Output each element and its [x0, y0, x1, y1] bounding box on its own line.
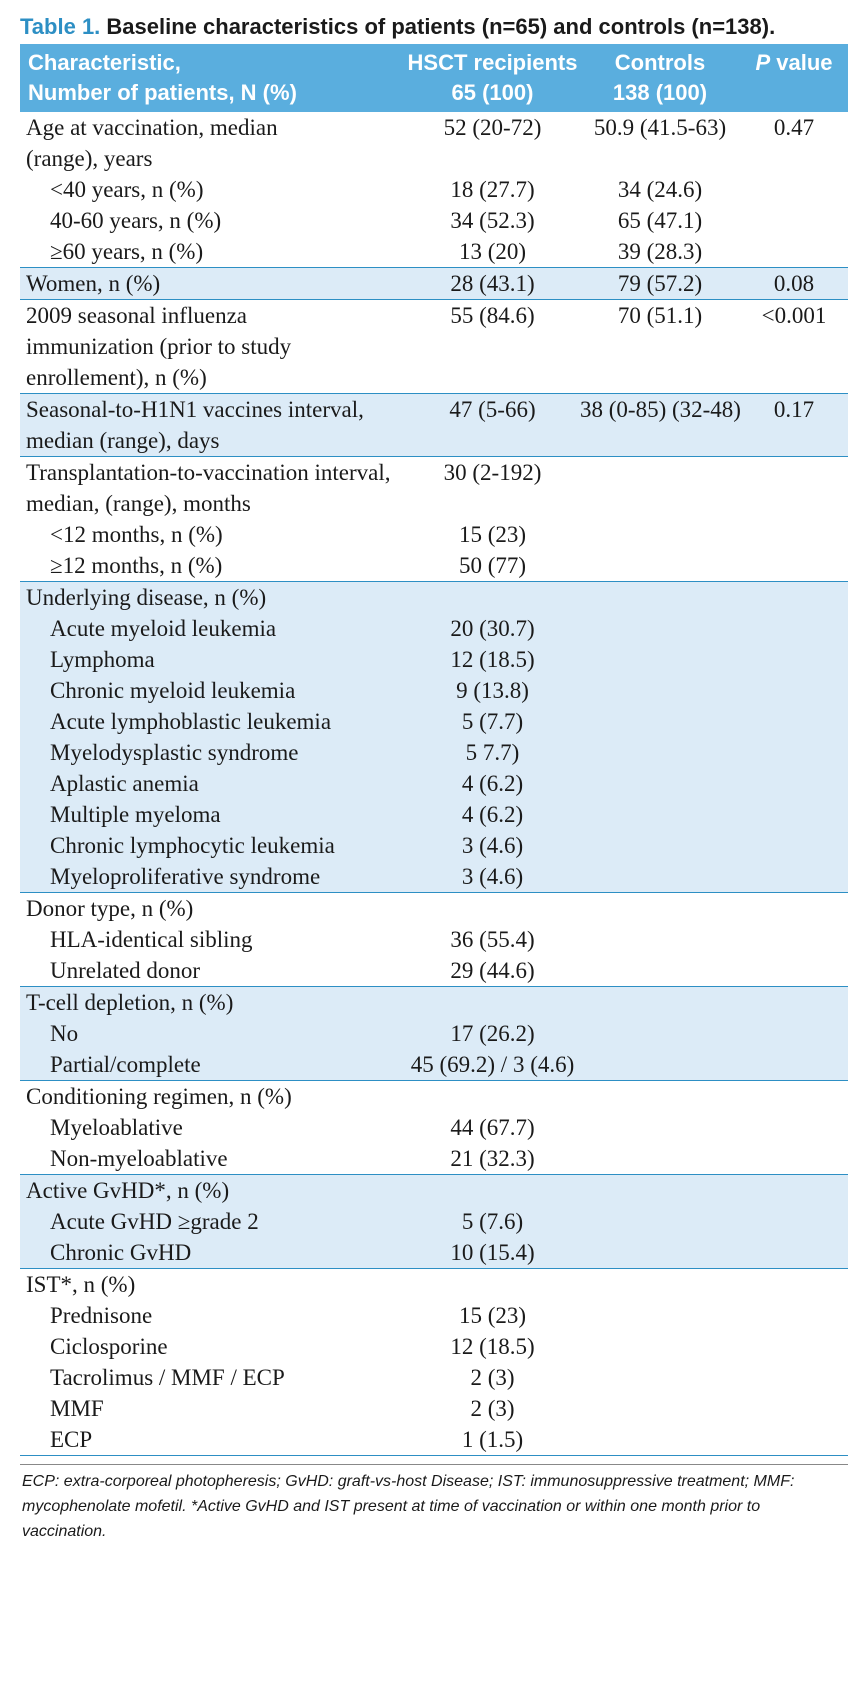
row-label: enrollement), n (%)	[26, 365, 207, 390]
cell-controls: 39 (28.3)	[617, 239, 703, 264]
cell-hsct: 15 (23)	[458, 522, 527, 547]
row-label: ECP	[50, 1427, 93, 1452]
header-p-rest: value	[770, 50, 833, 75]
cell-p-value: 0.17	[773, 397, 815, 422]
table-row	[20, 1300, 848, 1331]
cell-hsct: 3 (4.6)	[461, 833, 524, 858]
table-row	[20, 174, 848, 205]
row-label: Unrelated donor	[50, 958, 201, 983]
table-row-group	[20, 987, 848, 1081]
cell-hsct: 36 (55.4)	[450, 927, 535, 952]
table-row	[20, 768, 848, 799]
table-row	[20, 550, 848, 581]
cell-hsct: 12 (18.5)	[450, 647, 535, 672]
table-row	[20, 1018, 848, 1049]
table-row-group	[20, 1175, 848, 1269]
table-row-group	[20, 1269, 848, 1456]
cell-p-value: 0.08	[773, 271, 815, 296]
cell-p-value: 0.47	[773, 115, 815, 140]
row-label: Underlying disease, n (%)	[26, 585, 267, 610]
cell-hsct: 13 (20)	[458, 239, 527, 264]
table-row	[20, 457, 848, 488]
header-characteristic-line2: Number of patients, N (%)	[28, 80, 297, 105]
row-label: Chronic myeloid leukemia	[50, 678, 296, 703]
table-row	[20, 362, 848, 393]
cell-hsct: 34 (52.3)	[450, 208, 535, 233]
table-row	[20, 300, 848, 331]
table-row	[20, 613, 848, 644]
header-hsct	[405, 48, 580, 108]
cell-hsct: 2 (3)	[470, 1396, 515, 1421]
row-label: ≥12 months, n (%)	[50, 553, 223, 578]
cell-hsct: 50 (77)	[458, 553, 527, 578]
table-row	[20, 519, 848, 550]
row-label: Myeloproliferative syndrome	[50, 864, 321, 889]
row-label: Acute lymphoblastic leukemia	[50, 709, 332, 734]
cell-hsct: 3 (4.6)	[461, 864, 524, 889]
row-label: Lymphoma	[50, 647, 155, 672]
row-label: <40 years, n (%)	[50, 177, 204, 202]
table-row	[20, 112, 848, 143]
cell-hsct: 28 (43.1)	[450, 271, 535, 296]
table-row	[20, 1331, 848, 1362]
row-label: Prednisone	[50, 1303, 153, 1328]
row-label: <12 months, n (%)	[50, 522, 223, 547]
cell-hsct: 15 (23)	[458, 1303, 527, 1328]
table-row	[20, 425, 848, 456]
cell-p-value: <0.001	[761, 303, 827, 328]
table-row	[20, 737, 848, 768]
table-caption	[20, 10, 848, 44]
table-footnote: ECP: extra-corporeal photopheresis; GvHD: graft-vs-host Disease; IST: immunosuppressive treatment; MMF: mycophenolate mofetil. *Active GvHD and IST present at time of vaccination or within one month prior to vaccination.	[20, 1464, 848, 1544]
table-number: Table 1.	[20, 14, 101, 39]
row-label: Women, n (%)	[26, 271, 161, 296]
table-row-group	[20, 300, 848, 394]
cell-hsct: 1 (1.5)	[461, 1427, 524, 1452]
cell-hsct: 21 (32.3)	[450, 1146, 535, 1171]
row-label: 40-60 years, n (%)	[50, 208, 222, 233]
header-hsct-line1: HSCT recipients	[407, 50, 578, 75]
cell-hsct: 45 (69.2) / 3 (4.6)	[410, 1052, 575, 1077]
cell-hsct: 52 (20-72)	[443, 115, 542, 140]
cell-hsct: 29 (44.6)	[450, 958, 535, 983]
table-row	[20, 331, 848, 362]
row-label: (range), years	[26, 146, 153, 171]
row-label: Age at vaccination, median	[26, 115, 278, 140]
row-label: Seasonal-to-H1N1 vaccines interval,	[26, 397, 364, 422]
table-row	[20, 644, 848, 675]
cell-controls: 34 (24.6)	[617, 177, 703, 202]
table-row	[20, 1206, 848, 1237]
row-label: T-cell depletion, n (%)	[26, 990, 234, 1015]
table-row	[20, 236, 848, 267]
cell-hsct: 47 (5-66)	[449, 397, 536, 422]
table-row	[20, 861, 848, 892]
table-row	[20, 1175, 848, 1206]
row-label: Partial/complete	[50, 1052, 201, 1077]
cell-controls: 70 (51.1)	[617, 303, 703, 328]
table-row	[20, 799, 848, 830]
table-header	[20, 44, 848, 112]
table-row-group	[20, 394, 848, 457]
caption-text: Baseline characteristics of patients (n=65) and controls (n=138).	[100, 14, 776, 39]
cell-hsct: 18 (27.7)	[450, 177, 535, 202]
table-row-group	[20, 268, 848, 300]
row-label: median (range), days	[26, 428, 220, 453]
cell-hsct: 5 (7.6)	[461, 1209, 524, 1234]
header-controls	[580, 48, 740, 108]
table-row-group	[20, 582, 848, 893]
row-label: Aplastic anemia	[50, 771, 199, 796]
row-label: Myeloablative	[50, 1115, 183, 1140]
row-label: No	[50, 1021, 79, 1046]
table-row	[20, 488, 848, 519]
row-label: 2009 seasonal influenza	[26, 303, 247, 328]
cell-hsct: 4 (6.2)	[461, 771, 524, 796]
header-characteristic-line1: Characteristic,	[28, 50, 181, 75]
table-row	[20, 1143, 848, 1174]
cell-hsct: 2 (3)	[470, 1365, 515, 1390]
row-label: Chronic GvHD	[50, 1240, 192, 1265]
table-row	[20, 1362, 848, 1393]
row-label: Myelodysplastic syndrome	[50, 740, 299, 765]
row-label: Tacrolimus / MMF / ECP	[50, 1365, 285, 1390]
table-figure	[20, 10, 848, 1544]
table-row	[20, 1269, 848, 1300]
table-row	[20, 1049, 848, 1080]
row-label: Non-myeloablative	[50, 1146, 228, 1171]
row-label: MMF	[50, 1396, 104, 1421]
table-row	[20, 924, 848, 955]
row-label: IST*, n (%)	[26, 1272, 136, 1297]
table-row-group	[20, 893, 848, 987]
row-label: Chronic lymphocytic leukemia	[50, 833, 335, 858]
header-controls-line1: Controls	[614, 50, 706, 75]
row-label: ≥60 years, n (%)	[50, 239, 204, 264]
table-row	[20, 143, 848, 174]
cell-controls: 38 (0-85) (32-48)	[580, 397, 741, 422]
row-label: Conditioning regimen, n (%)	[26, 1084, 292, 1109]
cell-hsct: 5 (7.7)	[461, 709, 524, 734]
table-row	[20, 706, 848, 737]
table-row	[20, 987, 848, 1018]
header-controls-line2: 138 (100)	[612, 80, 708, 105]
cell-hsct: 20 (30.7)	[450, 616, 535, 641]
table-row	[20, 893, 848, 924]
cell-hsct: 4 (6.2)	[461, 802, 524, 827]
table-row	[20, 268, 848, 299]
cell-hsct: 30 (2-192)	[443, 460, 542, 485]
table-row	[20, 955, 848, 986]
cell-hsct: 10 (15.4)	[450, 1240, 535, 1265]
table-row	[20, 1081, 848, 1112]
cell-hsct: 55 (84.6)	[450, 303, 535, 328]
row-label: Active GvHD*, n (%)	[26, 1178, 230, 1203]
table-row	[20, 1112, 848, 1143]
row-label: immunization (prior to study	[26, 334, 292, 359]
table-body	[20, 112, 848, 1456]
cell-hsct: 5 7.7)	[465, 740, 520, 765]
table-row-group	[20, 112, 848, 268]
row-label: Acute GvHD ≥grade 2	[50, 1209, 259, 1234]
table-row	[20, 1393, 848, 1424]
table-row	[20, 830, 848, 861]
table-row	[20, 675, 848, 706]
header-p-letter: P	[755, 50, 771, 75]
row-label: Acute myeloid leukemia	[50, 616, 277, 641]
row-label: Transplantation-to-vaccination interval,	[26, 460, 391, 485]
cell-hsct: 44 (67.7)	[450, 1115, 535, 1140]
table-row	[20, 205, 848, 236]
table-row	[20, 1424, 848, 1455]
cell-controls: 79 (57.2)	[617, 271, 703, 296]
table-row	[20, 1237, 848, 1268]
row-label: median, (range), months	[26, 491, 251, 516]
row-label: Donor type, n (%)	[26, 896, 194, 921]
cell-controls: 50.9 (41.5-63)	[593, 115, 727, 140]
cell-controls: 65 (47.1)	[617, 208, 703, 233]
cell-hsct: 12 (18.5)	[450, 1334, 535, 1359]
table-row-group	[20, 1081, 848, 1175]
row-label: Ciclosporine	[50, 1334, 168, 1359]
table-row-group	[20, 457, 848, 582]
row-label: HLA-identical sibling	[50, 927, 253, 952]
row-label: Multiple myeloma	[50, 802, 221, 827]
header-p-value	[740, 48, 848, 78]
table-row	[20, 394, 848, 425]
cell-hsct: 17 (26.2)	[450, 1021, 535, 1046]
cell-hsct: 9 (13.8)	[456, 678, 529, 703]
table-row	[20, 582, 848, 613]
header-hsct-line2: 65 (100)	[451, 80, 534, 105]
header-characteristic	[28, 48, 408, 108]
